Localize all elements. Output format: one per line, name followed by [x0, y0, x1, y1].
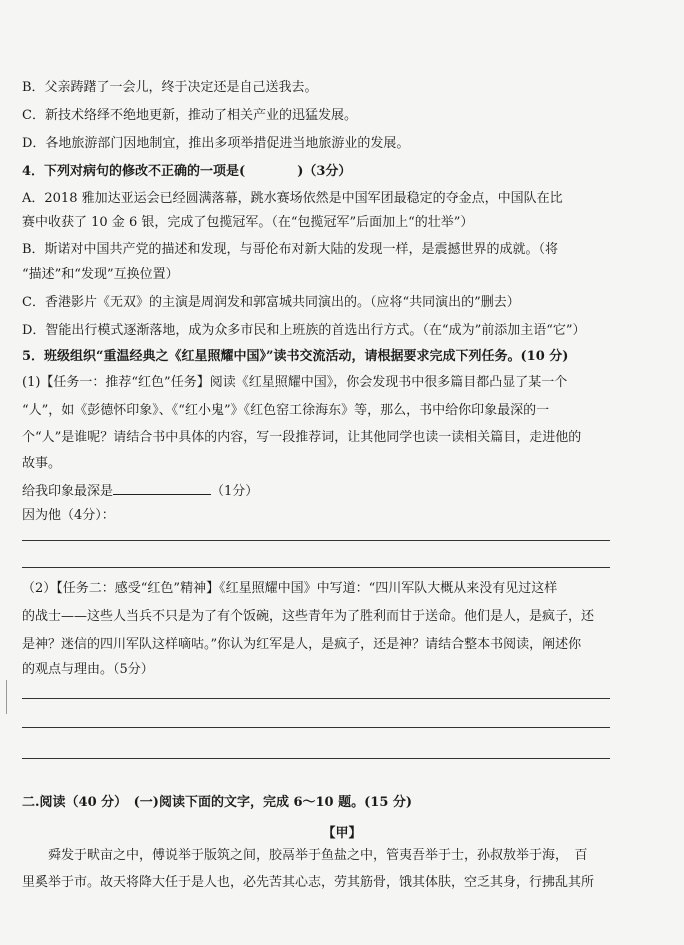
passage-jia-label: 【甲】 [322, 826, 362, 841]
q4-option-d: D．智能出行模式逐渐落地，成为众多市民和上班族的首选出行方式。（在“成为”前添加主语“它”） [22, 323, 586, 338]
task1-line4: 故事。 [22, 456, 62, 471]
fill-prefix: 给我印象最深是 [22, 484, 114, 499]
q4-option-c: C．香港影片《无双》的主演是周润发和郭富城共同演出的。（应将“共同演出的”删去） [22, 295, 520, 310]
q4-option-a-line1: A．2018 雅加达亚运会已经圆满落幕，跳水赛场依然是中国军团最稳定的夺金点，中国队在比 [22, 191, 563, 206]
q4-option-b-line1: B．斯诺对中国共产党的描述和发现，与哥伦布对新大陆的发现一样，是震撼世界的成就。（将 [22, 242, 559, 257]
question-5: 5．班级组织“重温经典之《红星照耀中国》”读书交流活动，请根据要求完成下列任务。(10 分) [22, 349, 569, 364]
task2-line4: 的观点与理由。（5分） [22, 662, 154, 677]
fill-suffix: （1分） [211, 484, 259, 499]
fill-blank-line [22, 482, 258, 500]
option-c: C．新技术络绎不绝地更新，推动了相关产业的迅猛发展。 [22, 108, 357, 123]
answer-line[interactable] [22, 698, 610, 699]
section-2-heading: 二.阅读（40 分） (一)阅读下面的文字，完成 6～10 题。(15 分) [22, 795, 413, 810]
q4-option-b-line2: “描述”和“发现”互换位置） [22, 267, 179, 282]
task1-line1: (1)【任务一：推荐“红色”任务】阅读《红星照耀中国》，你会发现书中很多篇目都凸显了某一个 [22, 375, 568, 390]
passage-line1: 舜发于畎亩之中，傅说举于版筑之间，胶鬲举于鱼盐之中，管夷吾举于士，孙叔敖举于海， 百 [22, 848, 588, 863]
option-b: B．父亲踌躇了一会儿，终于决定还是自己送我去。 [22, 80, 318, 95]
because-label: 因为他（4分）： [22, 508, 115, 523]
task2-line3: 是神？迷信的四川军队这样嘀咕。”你认为红军是人，是疯子，还是神？请结合整本书阅读，阐述你 [22, 637, 582, 652]
answer-blank[interactable] [113, 482, 211, 495]
answer-line[interactable] [22, 727, 610, 728]
q4-option-a-line2: 赛中收获了 10 金 6 银，完成了包揽冠军。（在“包揽冠军”后面加上“的壮举”） [22, 215, 474, 230]
task2-line1: （2）【任务二：感受“红色”精神】《红星照耀中国》中写道：“四川军队大概从来没有见过这样 [22, 581, 558, 596]
task1-line2: “人”，如《彭德怀印象》、《“红小鬼”》《红色窑工徐海东》等，那么，书中给你印象最深的一 [22, 403, 550, 418]
question-4: 4．下列对病句的修改不正确的一项是( )（3分） [22, 164, 352, 179]
answer-line[interactable] [22, 540, 610, 541]
task2-line2: 的战士——这些人当兵不只是为了有个饭碗，这些青年为了胜利而甘于送命。他们是人，是疯子，还 [22, 609, 595, 624]
passage-line2: 里奚举于市。故天将降大任于是人也，必先苦其心志，劳其筋骨，饿其体肤，空乏其身，行拂乱其所 [22, 875, 595, 890]
answer-line[interactable] [22, 758, 610, 759]
option-d: D．各地旅游部门因地制宜，推出多项举措促进当地旅游业的发展。 [22, 136, 410, 151]
task1-line3: 个“人”是谁呢？请结合书中具体的内容，写一段推荐词，让其他同学也读一读相关篇目，走进他的 [22, 430, 582, 445]
scan-margin-mark [6, 680, 7, 714]
answer-line[interactable] [22, 567, 610, 568]
